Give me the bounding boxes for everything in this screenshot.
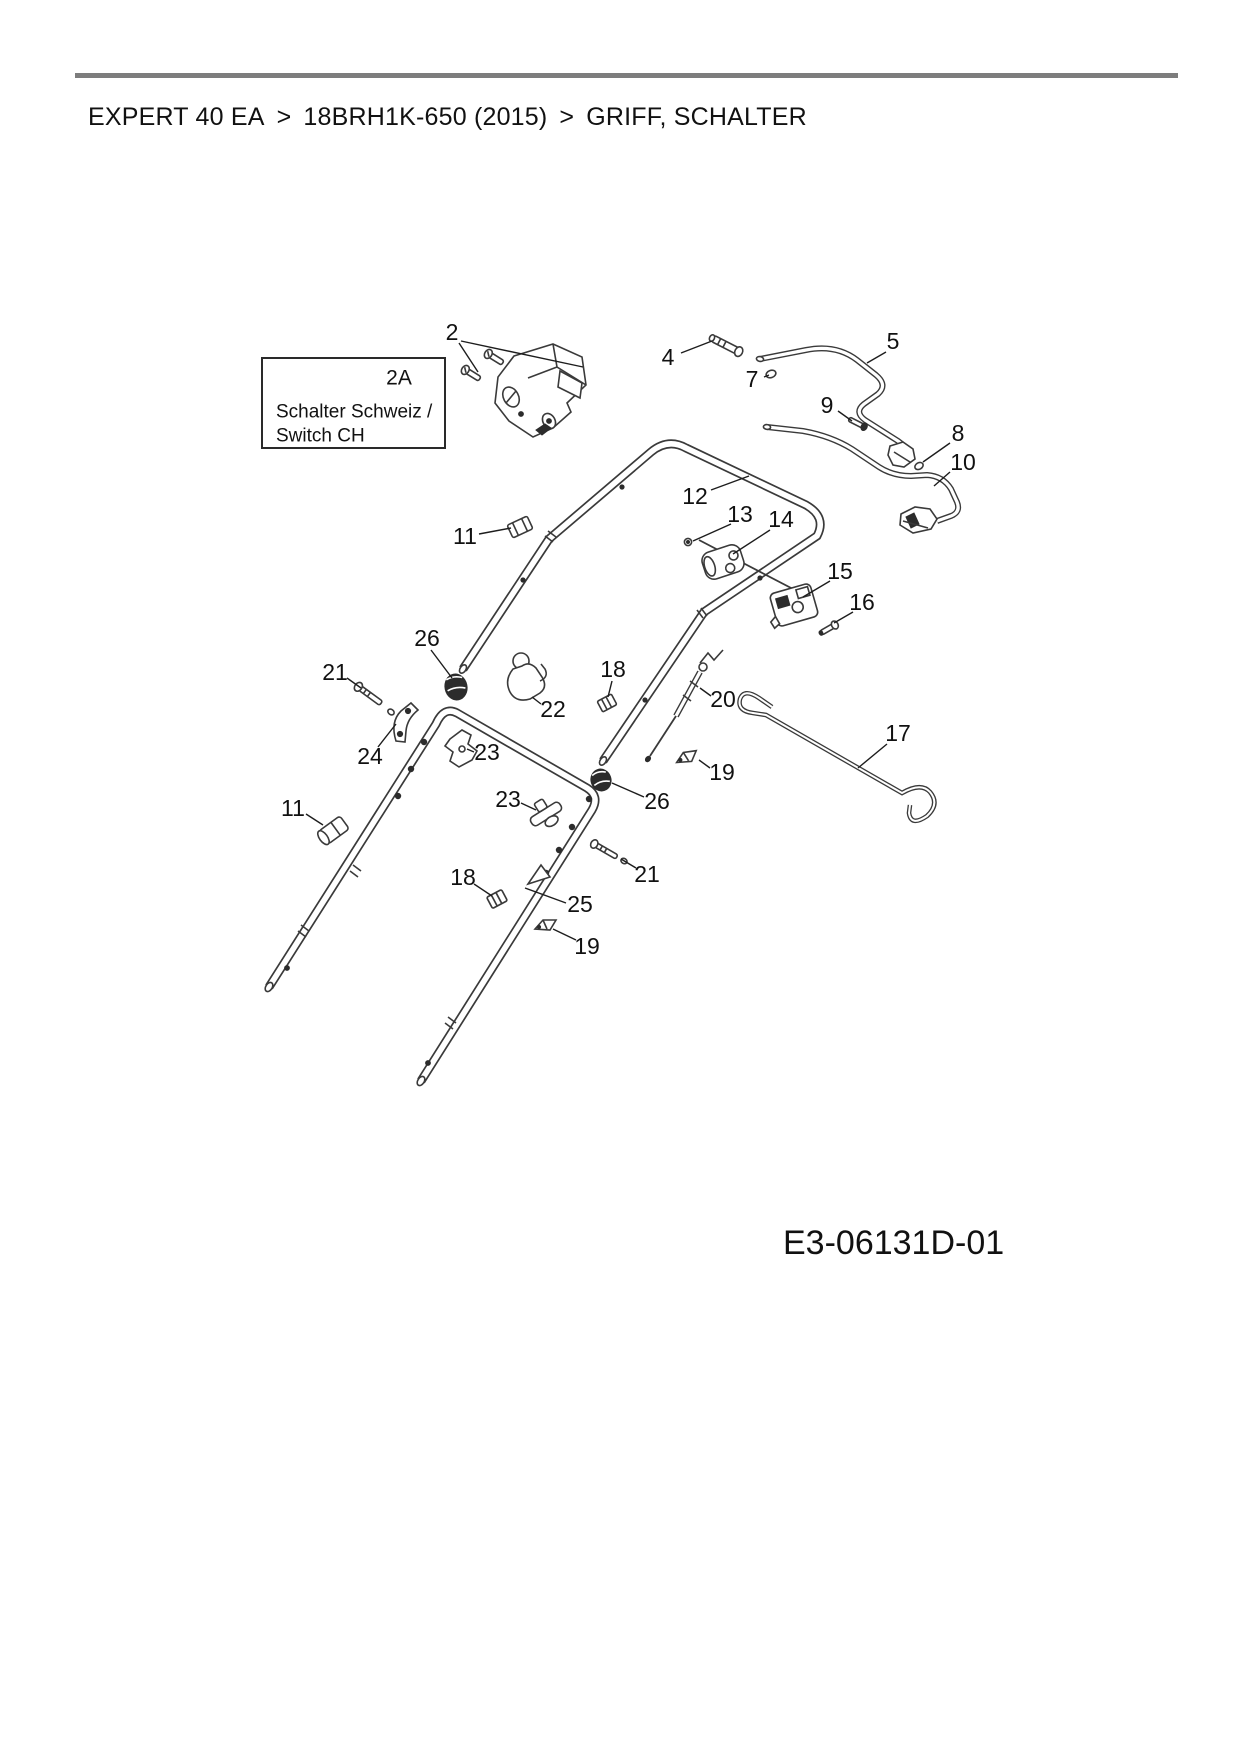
callout-label-5: 5 (886, 328, 900, 354)
washer-part8 (914, 461, 925, 471)
callout-label-22: 22 (540, 696, 566, 722)
lower-handle-tube (264, 711, 595, 1087)
cable-holder-part14 (700, 543, 747, 582)
clip-part19-upper (675, 751, 697, 764)
bushing-part11-lower (316, 816, 350, 847)
callout-label-2: 2 (445, 319, 459, 345)
clip-part18-upper (597, 694, 617, 712)
callout-label-26: 26 (644, 788, 670, 814)
callout-leader-line (711, 476, 749, 490)
callout-label-11: 11 (281, 795, 305, 821)
callout-leader-line (923, 443, 950, 462)
callout-label-23: 23 (495, 786, 521, 812)
drawing-code: E3-06131D-01 (783, 1224, 1005, 1262)
callout-leader-line (838, 411, 852, 421)
hook-lever-part22 (508, 653, 547, 700)
callout-label-19: 19 (574, 933, 600, 959)
callout-label-12: 12 (682, 483, 708, 509)
breadcrumb-type: 18BRH1K-650 (2015) (303, 103, 548, 131)
wingbolt-part23-lower (524, 792, 568, 834)
callout-leader-line (474, 884, 492, 896)
bolt-part21-lower (589, 838, 628, 864)
callout-label-23: 23 (474, 739, 500, 765)
callout-label-20: 20 (710, 686, 736, 712)
breadcrumb-separator-icon: > (276, 103, 292, 131)
callout-leader-line (733, 530, 770, 554)
brake-rod-part17 (740, 693, 935, 821)
callout-leader-line (306, 814, 323, 825)
callout-label-14: 14 (768, 506, 794, 532)
cable-connector (888, 442, 915, 467)
callout-label-24: 24 (357, 743, 383, 769)
tube-joint-marks (298, 865, 456, 1029)
inset-box-caption-line2: Switch CH (276, 425, 365, 447)
callout-label-10: 10 (950, 449, 976, 475)
inset-box-caption-line1: Schalter Schweiz / (276, 401, 433, 423)
bracket-part24 (394, 703, 418, 742)
callout-label-8: 8 (951, 420, 965, 446)
callout-leader-line (681, 341, 712, 353)
callout-label-21: 21 (322, 659, 348, 685)
callout-label-19: 19 (709, 759, 735, 785)
callout-label-9: 9 (820, 392, 834, 418)
clip-part18-lower (487, 889, 508, 908)
inset-box-ref: 2A (386, 366, 412, 390)
callout-leader-line (858, 744, 887, 768)
switch-cable-part5 (756, 348, 915, 467)
upper-handle-tube-part12 (458, 444, 820, 767)
callout-label-13: 13 (727, 501, 753, 527)
callout-leader-line (479, 528, 511, 534)
cable-connector (900, 507, 937, 533)
breadcrumb-model: EXPERT 40 EA (88, 103, 265, 131)
tube-joint-marks (545, 531, 707, 618)
clip-part19-lower (535, 920, 556, 930)
callout-leader-line (867, 352, 886, 363)
breadcrumb-separator-icon: > (559, 103, 575, 131)
callout-leader-line (612, 783, 644, 797)
callout-label-15: 15 (827, 558, 853, 584)
clamp-part23-upper (445, 730, 477, 767)
switch-part15 (763, 583, 819, 629)
clip-part11-upper (507, 516, 533, 538)
breadcrumb-section: GRIFF, SCHALTER (586, 103, 807, 131)
washer-part7 (765, 369, 777, 379)
grommet-part26-left (443, 672, 470, 702)
callout-label-4: 4 (661, 344, 675, 370)
callout-label-16: 16 (849, 589, 875, 615)
inset-box-switch-ch (262, 358, 445, 448)
bolt-part4 (708, 332, 745, 357)
callout-label-7: 7 (745, 366, 759, 392)
callout-label-18: 18 (450, 864, 476, 890)
callout-leader-line (553, 929, 576, 940)
callout-label-26: 26 (414, 625, 440, 651)
callout-label-25: 25 (567, 891, 593, 917)
callout-label-11: 11 (453, 523, 477, 549)
callout-leader-line (431, 650, 452, 678)
callout-label-21: 21 (634, 861, 660, 887)
callout-leader-line (693, 524, 731, 541)
callout-label-17: 17 (885, 720, 911, 746)
callout-label-18: 18 (600, 656, 626, 682)
